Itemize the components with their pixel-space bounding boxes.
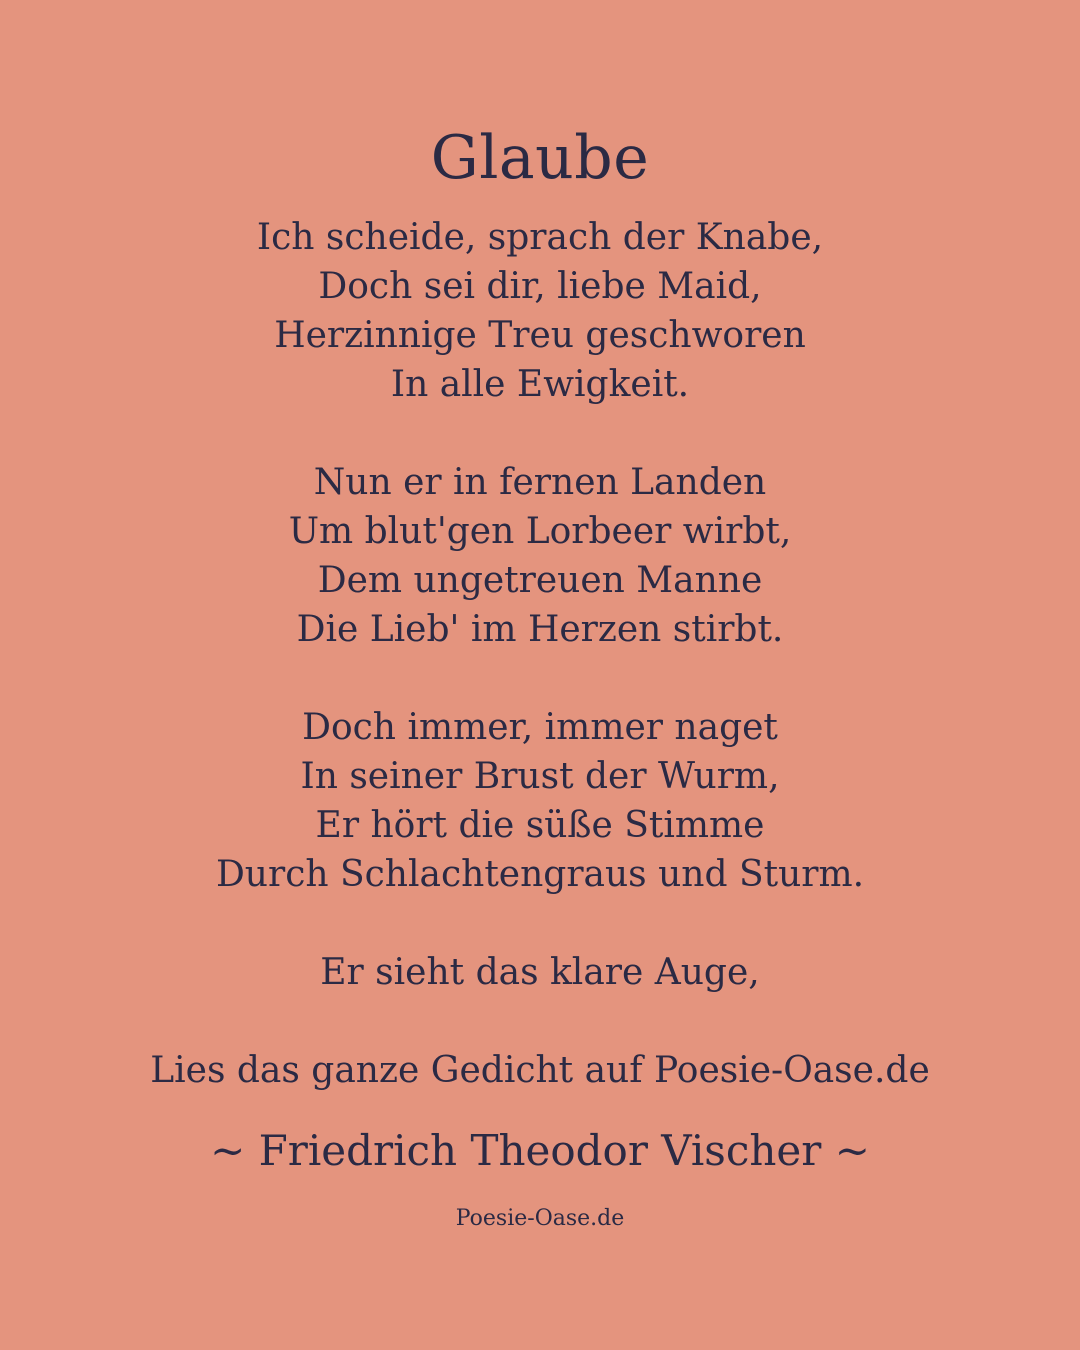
poem-line: Ich scheide, sprach der Knabe, (256, 217, 824, 258)
poem-line: Um blut'gen Lorbeer wirbt, (288, 511, 792, 552)
site-watermark: Poesie-Oase.de (455, 1206, 625, 1231)
poem-line: In seiner Brust der Wurm, (300, 756, 780, 797)
read-full-poem-text: Lies das ganze Gedicht auf Poesie-Oase.de (150, 1050, 930, 1091)
poem-line: In alle Ewigkeit. (390, 364, 690, 405)
stanza-1 (0, 213, 1080, 409)
stanza-4 (0, 948, 1080, 997)
poem-line: Nun er in fernen Landen (313, 462, 767, 503)
poem-line: Er sieht das klare Auge, (320, 952, 760, 993)
author-name: ~ Friedrich Theodor Vischer ~ (210, 1126, 870, 1175)
poem-line: Herzinnige Treu geschworen (274, 315, 806, 356)
poem-line: Doch immer, immer naget (302, 707, 778, 748)
poem-body (0, 213, 1080, 1046)
poem-title: Glaube (430, 123, 650, 193)
poem-line: Dem ungetreuen Manne (317, 560, 763, 601)
stanza-3 (0, 703, 1080, 899)
stanza-2 (0, 458, 1080, 654)
poem-line: Die Lieb' im Herzen stirbt. (296, 609, 784, 650)
poem-line: Er hört die süße Stimme (315, 805, 765, 846)
poem-line: Doch sei dir, liebe Maid, (318, 266, 762, 307)
poem-line: Durch Schlachtengraus und Sturm. (215, 854, 865, 895)
